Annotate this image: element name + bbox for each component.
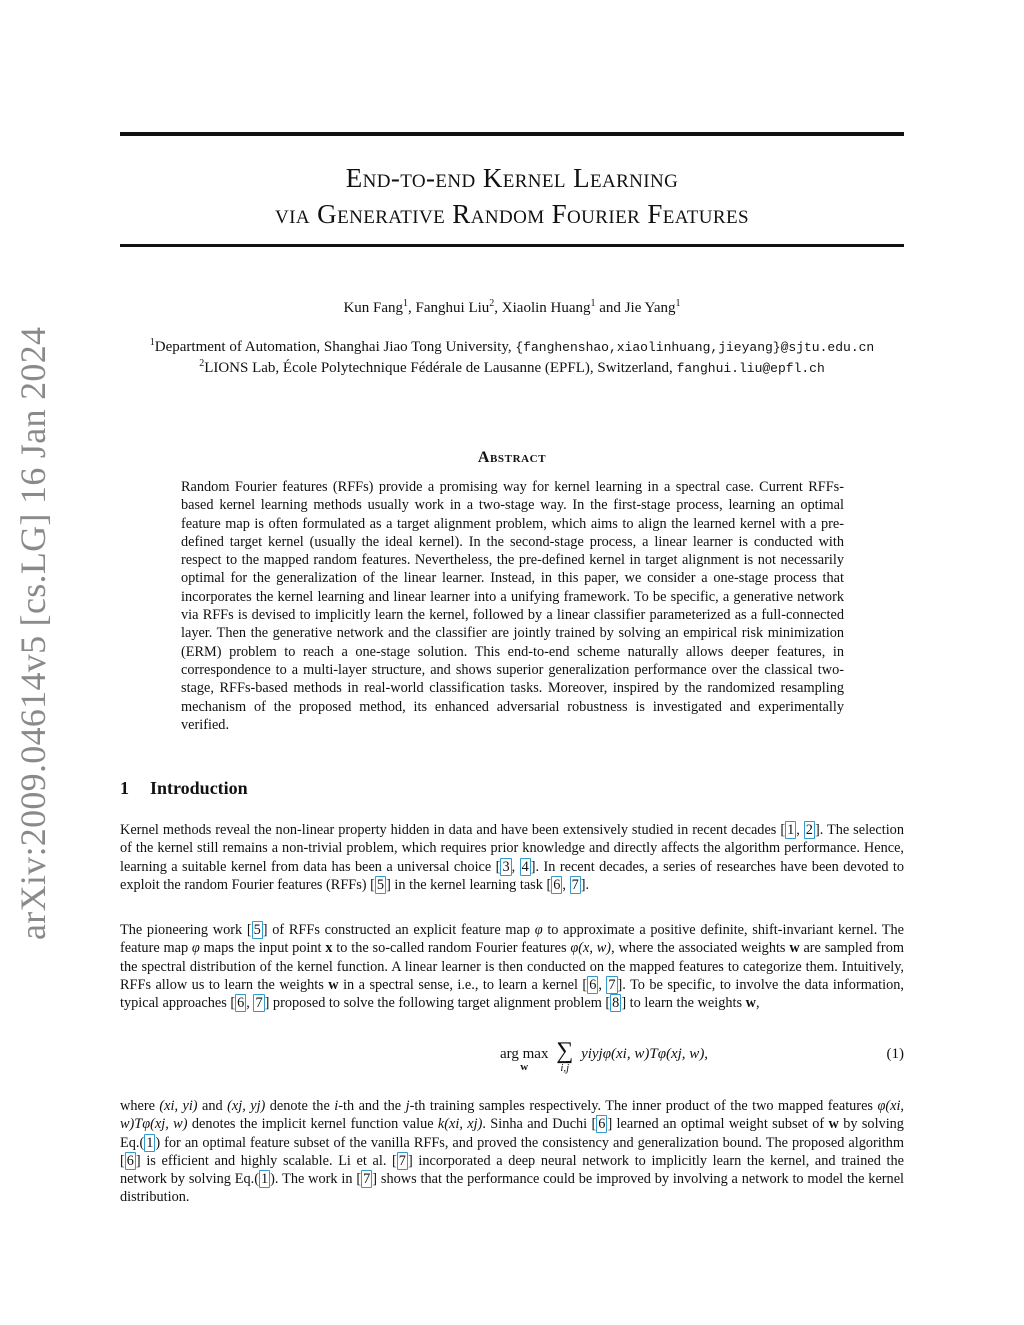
affiliation-2: $^2$LIONS Lab, École Polytechnique Fédérale de Lausanne (EPFL), Switzerland, fanghui.liu@epfl.ch [199,358,825,376]
citation-link[interactable]: 8 [612,995,620,1012]
citation-link[interactable]: 3 [502,858,510,875]
math-inline: w [745,995,756,1012]
math-inline: w [828,1116,839,1133]
math-inline: w [328,976,339,993]
citation-link[interactable]: 5 [376,876,385,893]
paper-title [120,160,904,232]
author-list: Kun Fang$^1$, Fanghui Liu$^2$, Xiaolin Huang$^1$ and Jie Yang$^1$ [343,298,681,316]
equation-body [500,1038,709,1074]
abstract-text: Random Fourier features (RFFs) provide a promising way for kernel learning in a spectral case. Current RFFs-based kernel learning methods usually work in a two-stage way. In the first-stage process, learning an optimal feature map is often formulated as a target alignment problem, which aims to align the learned kernel with a pre-defined target kernel (usually the ideal kernel). In the second-stage process, a linear learner is conducted with respect to the mapped random features. Nevertheless, the pre-defined kernel in target alignment is not necessarily optimal for the generalization of the linear learner. Instead, in this paper, we consider a one-stage process that incorporates the kernel learning and linear learner into a unifying framework. To be specific, a generative network via RFFs is devised to implicitly learn the kernel, followed by a linear classifier parameterized as a full-connected layer. Then the generative network and the classifier are jointly trained by solving an empirical risk minimization (ERM) problem to reach a one-stage solution. This end-to-end scheme naturally allows deeper features, in correspondence to a multi-layer structure, and shows superior generalization performance over the classical two-stage, RFFs-based methods in real-world classification tasks. Moreover, inspired by the randomized resampling mechanism of the proposed method, its enhanced adversarial robustness is investigated and experimentally verified. [181,479,844,733]
math-inline: (xj, yj) [227,1098,266,1114]
title-rule-bottom [120,244,904,247]
sum-operator: ∑ i,j [556,1038,574,1074]
author-name: Jie Yang [624,300,676,316]
equation-link[interactable]: 1 [261,1171,269,1188]
intro-paragraph-2: The pioneering work [ 5 ] of RFFs constructed an explicit feature map φ to approximate a positive definite, shift-invariant kernel. The feature map φ maps the input point x to the so-called random Fourier features φ(x, w), where the associated weights w are sampled from the spectral distribution of the kernel function. A linear learner is then conducted on the mapped features to categorize them. Intuitively, RFFs allow us to learn the weights w in a spectral sense, i.e., to learn a kernel [ 6 , 7 ]. To be specific, to involve the data information, typical approaches [ 6 , 7 ] proposed to solve the following target alignment problem [ 8 ] to learn the weights w, [120,922,904,1012]
equation-expression: yiyjφ(xi, w)Tφ(xj, w), [581,1046,709,1062]
intro-paragraph-1: Kernel methods reveal the non-linear property hidden in data and have been extensively studied in recent decades [ 1 , 2 ]. The selection of the kernel still remains a non-trivial problem, which requires prior knowledge and directly affects the algorithm performance. Hence, learning a suitable kernel from data has been a universal choice [ 3 , 4 ]. In recent decades, a series of researches have been devoted to exploit the random Fourier features (RFFs) [ 5 ] in the kernel learning task [ 6 , 7 ]. [120,822,904,893]
section-title: Introduction [150,778,248,798]
citation-link[interactable]: 6 [589,976,597,993]
argmax-operator: arg max w [500,1046,549,1073]
math-inline: φ [534,922,543,938]
equation-number: (1) [886,1046,904,1062]
citation-link[interactable]: 6 [126,1152,134,1169]
citation-link[interactable]: 6 [553,876,561,893]
arxiv-identifier: arXiv:2009.04614v5 [cs.LG] 16 Jan 2024 [13,326,53,940]
author-name: Fanghui Liu [415,300,490,316]
citation-link[interactable]: 7 [255,995,263,1012]
math-inline: (xi, yi) [159,1098,198,1114]
email-epfl[interactable]: fanghui.liu@epfl.ch [676,361,825,376]
citation-link[interactable]: 6 [237,995,245,1012]
citation-link[interactable]: 7 [398,1152,406,1169]
citation-link[interactable]: 7 [608,976,616,993]
citation-link[interactable]: 2 [805,822,813,838]
author-name: Xiaolin Huang [501,300,591,316]
math-inline: w [789,940,800,957]
citation-link[interactable]: 7 [363,1171,371,1188]
abstract-heading: Abstract [477,449,547,466]
citation-link[interactable]: 1 [787,822,795,838]
math-inline: φ(x, w) [570,940,612,957]
author-affil-mark: 1 [590,298,596,309]
math-inline: j [405,1098,410,1114]
equation-1 [120,1040,904,1084]
section-heading-introduction [120,778,248,799]
equation-link[interactable]: 1 [146,1134,154,1151]
author-affil-mark: 1 [675,298,681,309]
math-inline: φ [191,940,200,957]
citation-link[interactable]: 7 [571,876,579,893]
author-affil-mark: 1 [403,298,409,309]
citation-link[interactable]: 6 [598,1116,606,1133]
author-affil-mark: 2 [489,298,495,309]
math-inline: x [325,940,333,957]
intro-paragraph-3: where (xi, yi) and (xj, yj) denote the i-th and the j-th training samples respectively. The inner product of the two mapped features φ(xi, w)Tφ(xj, w) denotes the implicit kernel function value k(xi, xj). Sinha and Duchi [ 6 ] learned an optimal weight subset of w by solving Eq.( 1 ) for an optimal feature subset of the vanilla RFFs, and proved the consistency and generalization bound. The proposed algorithm [ 6 ] is efficient and highly scalable. Li et al. [ 7 ] incorporated a deep neural network to implicitly learn the kernel, and trained the network by solving Eq.( 1 ). The work in [ 7 ] shows that the performance could be improved by involving a network to model the kernel distribution. [120,1098,905,1206]
title-rule-top [120,132,904,136]
title-line-2: via Generative Random Fourier Features [275,199,749,229]
affiliations [120,337,904,379]
math-inline: k(xi, xj) [437,1116,483,1133]
title-line-1: End-to-end Kernel Learning [345,163,679,193]
affiliation-1: $^1$Department of Automation, Shanghai Jiao Tong University, {fanghenshao,xiaolinhuang,jieyang}@sjtu.edu.cn [149,337,875,355]
email-sjtu[interactable]: {fanghenshao,xiaolinhuang,jieyang}@sjtu.edu.cn [515,340,875,355]
citation-link[interactable]: 5 [253,922,261,938]
math-inline: φ(xi, w)Tφ(xj, w) [120,1098,904,1133]
math-inline: i [334,1098,339,1114]
author-name: Kun Fang [343,300,404,316]
citation-link[interactable]: 4 [521,858,529,875]
section-number: 1 [120,778,129,798]
